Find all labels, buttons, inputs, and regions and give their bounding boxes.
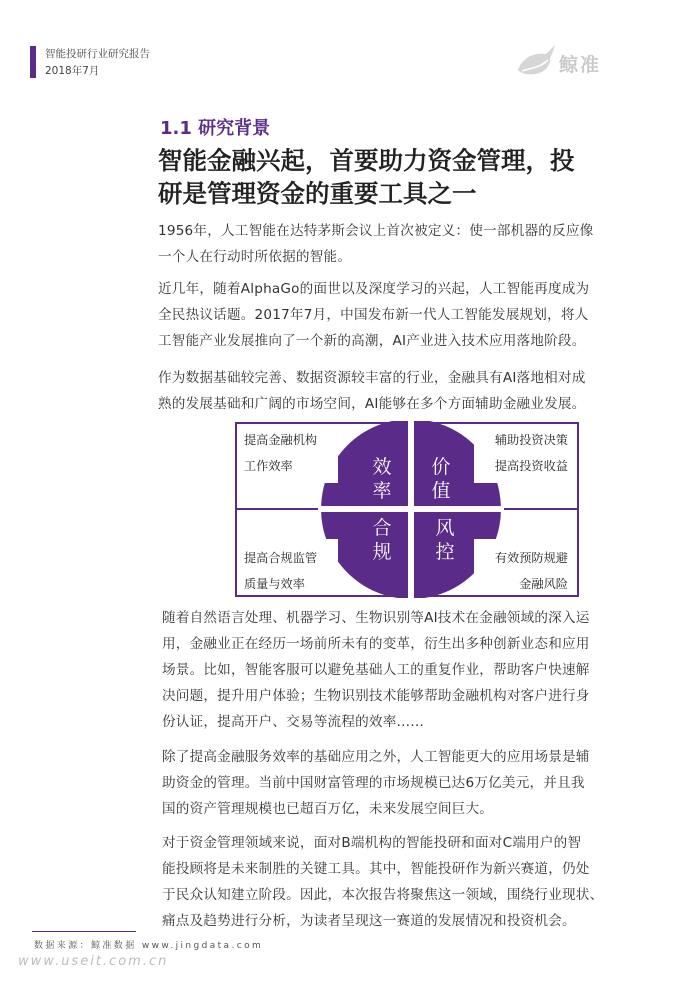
text-line: 国的资产管理规模也已超百万亿，未来发展空间巨大。 [162,801,494,817]
paragraph-ai-transformation [162,605,662,735]
text-line: 场景。比如，智能客服可以避免基础人工的重复作业，帮助客户快速解 [162,662,590,678]
text-line: 有效预防规避 [494,551,568,565]
quadrant-char: 合 [372,517,392,539]
page-headline [158,144,648,210]
quadrant-label-compliance [367,516,397,564]
text-line: 份认证，提高开户、交易等流程的效率…… [162,714,425,730]
section-title: 1.1 研究背景 [160,118,271,139]
text-line: 对于资金管理领域来说，面对B端机构的智能投研和面对C端用户的智 [162,835,582,851]
benefit-value-text [495,427,568,479]
text-line: 辅助投资决策 [494,433,568,447]
paragraph-report-focus [162,830,662,934]
ai-finance-quadrant-diagram [234,421,580,598]
quadrant-char: 效 [372,456,392,478]
text-line: 用，金融业正在经历一场前所未有的变革，衍生出多种创新业态和应用 [162,636,590,652]
text-line: 痛点及趋势进行分析，为读者呈现这一赛道的发展情况和投资机会。 [162,913,576,929]
quadrant-char: 值 [431,480,451,502]
text-line: 一个人在行动时所依据的智能。 [158,249,352,265]
paragraph-ai-revival [158,276,658,354]
quadrant-char: 规 [372,541,392,563]
text-line: 全民热议话题。2017年7月，中国发布新一代人工智能发展规划，将人 [158,307,589,323]
header-accent-bar [30,46,36,78]
report-title: 智能投研行业研究报告 [45,48,150,60]
benefit-efficiency-text [244,427,317,479]
quadrant-char: 控 [435,541,455,563]
jingzhun-logo [516,44,636,78]
text-line: 决问题，提升用户体验；生物识别技术能够帮助金融机构对客户进行身 [162,688,590,704]
text-line: 近几年，随着AlphaGo的面世以及深度学习的兴起，人工智能再度成为 [158,281,590,297]
whale-icon [516,44,556,78]
paragraph-finance-ai [158,365,658,417]
data-source: 数据来源：鲸准数据 www.jingdata.com [34,941,264,951]
text-line: 熟的发展基础和广阔的市场空间，AI能够在多个方面辅助金融业发展。 [158,396,586,412]
quadrant-char: 价 [431,456,451,478]
text-line: 金融风险 [519,577,568,591]
headline-line: 智能金融兴起，首要助力资金管理，投 [158,146,575,175]
benefit-compliance-text [244,545,317,597]
text-line: 质量与效率 [244,577,305,591]
quadrant-label-value [426,455,456,503]
paragraph-ai-definition [158,218,658,270]
quadrant-char: 风 [435,517,455,539]
text-line: 提高投资收益 [494,459,568,473]
logo-text: 鲸准 [559,54,602,76]
quadrant-label-efficiency [367,455,397,503]
text-line: 能投顾将是未来制胜的关键工具。其中，智能投研作为新兴赛道，仍处 [162,861,590,877]
text-line: 提高金融机构 [244,433,318,447]
text-line: 助资金的管理。当前中国财富管理的市场规模已达6万亿美元，并且我 [162,775,585,791]
text-line: 于民众认知建立阶段。因此，本次报告将聚焦这一领域，围绕行业现状、 [162,887,604,903]
text-line: 1956年，人工智能在达特茅斯会议上首次被定义：使一部机器的反应像 [158,223,594,239]
text-line: 除了提高金融服务效率的基础应用之外，人工智能更大的应用场景是辅 [162,749,590,765]
text-line: 作为数据基础较完善、数据资源较丰富的行业，金融具有AI落地相对成 [158,370,586,386]
quadrant-char: 率 [372,480,392,502]
quadrant-label-risk-control [430,516,460,564]
text-line: 随着自然语言处理、机器学习、生物识别等AI技术在金融领域的深入运 [162,610,590,626]
text-line: 工作效率 [244,459,293,473]
paragraph-asset-management [162,744,662,822]
footer-divider [32,931,136,932]
watermark: www.useit.com.cn [18,954,169,969]
headline-line: 研是管理资金的重要工具之一 [158,179,477,208]
text-line: 工智能产业发展推向了一个新的高潮，AI产业进入技术应用落地阶段。 [158,333,586,349]
text-line: 提高合规监管 [244,551,318,565]
benefit-risk-text [495,545,568,597]
report-date: 2018年7月 [45,65,100,77]
